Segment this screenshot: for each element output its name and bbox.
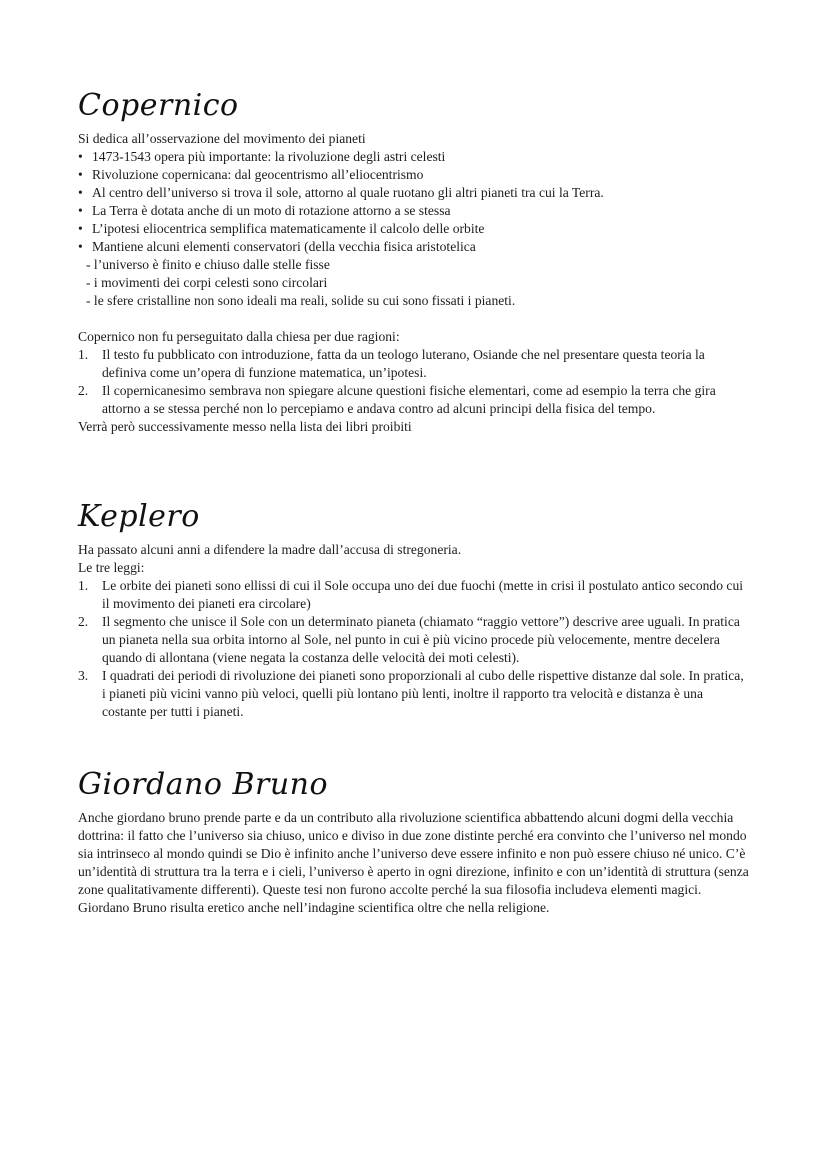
heading-copernico: Copernico [78,88,239,123]
list-number: 1. [78,578,89,593]
list-item [78,613,750,667]
list-text: Le orbite dei pianeti sono ellissi di cui il Sole occupa uno dei due fuochi (mette in crisi il postulato antico secondo cui il movimento dei pianeti era circolare) [102,578,744,611]
sub-list-item: - i movimenti dei corpi celesti sono circolari [86,275,328,290]
list-text: Il copernicanesimo sembrava non spiegare alcune questioni fisiche elementari, come ad esempio la terra che gira attorno a se stessa perché non lo percepiamo e andava contro ad alcuni principi della fisica del tempo. [102,383,716,416]
list-item [78,577,750,613]
list-number: 2. [78,614,89,629]
list-item [78,667,750,721]
section-keplero [78,499,750,721]
list-text: Il testo fu pubblicato con introduzione, fatta da un teologo luterano, Osiande che nel presentare questa teoria la definiva come un’opera di funzione matematica, un’ipotesi. [102,347,705,380]
heading-keplero: Keplero [78,499,200,534]
list-item: • La Terra è dotata anche di un moto di rotazione attorno a se stessa [78,202,750,220]
copernico-bullet-list [78,148,750,256]
list-text: Il segmento che unisce il Sole con un determinato pianeta (chiamato “raggio vettore”) descrive aree uguali. In pratica un pianeta nella sua orbita intorno al Sole, nel punto in cui è più vicino procede più velocemente, mentre decelera quando di allontana (viene negata la costanza delle velocità dei moti celesti). [102,614,740,665]
section-copernico [78,88,750,436]
copernico-intro: Si dedica all’osservazione del movimento dei pianeti [78,131,366,146]
list-item: • L’ipotesi eliocentrica semplifica matematicamente il calcolo delle orbite [78,220,750,238]
list-text: I quadrati dei periodi di rivoluzione dei pianeti sono proporzionali al cubo delle rispettive distanze dal sole. In pratica, i pianeti più vicini vanno più veloci, quelli più lontano più lenti, inoltre il rapporto tra velocità e distanza è una costante per tutti i pianeti. [102,668,744,719]
copernico-reasons-list [78,346,750,418]
sub-list-item: - l’universo è finito e chiuso dalle stelle fisse [86,257,330,272]
copernico-church-intro: Copernico non fu perseguitato dalla chiesa per due ragioni: [78,329,400,344]
list-number: 3. [78,668,89,683]
list-item: • Mantiene alcuni elementi conservatori (della vecchia fisica aristotelica [78,238,750,256]
list-item: • 1473-1543 opera più importante: la rivoluzione degli astri celesti [78,148,750,166]
keplero-laws-label: Le tre leggi: [78,560,145,575]
heading-giordano-bruno: Giordano Bruno [78,767,329,802]
list-item [78,346,750,382]
list-item: • Rivoluzione copernicana: dal geocentrismo all’eliocentrismo [78,166,750,184]
copernico-sub-list [78,256,750,310]
copernico-closing: Verrà però successivamente messo nella lista dei libri proibiti [78,419,412,434]
bruno-paragraph: Anche giordano bruno prende parte e da un contributo alla rivoluzione scientifica abbattendo alcuni dogmi della vecchia dottrina: il fatto che l’universo sia chiuso, unico e diviso in due zone distinte perché era convinto che l’universo nel mondo sia intrinseco al mondo quindi se Dio è infinito anche l’universo deve essere infinito e non può essere chiuso né unico. C’è un’identità di struttura tra la terra e i cieli, l’universo è aperto in ogni direzione, infinito e con un’identità di struttura (senza zone qualitativamente differenti). Queste tesi non furono accolte perché la sua filosofia includeva elementi magici. Giordano Bruno risulta eretico anche nell’indagine scientifica oltre che nella religione. [78,810,749,915]
list-number: 1. [78,347,89,362]
sub-list-item: - le sfere cristalline non sono ideali ma reali, solide su cui sono fissati i pianeti. [86,293,516,308]
keplero-laws-list [78,577,750,721]
section-giordano-bruno [78,767,750,917]
keplero-intro: Ha passato alcuni anni a difendere la madre dall’accusa di stregoneria. [78,542,462,557]
list-item [78,382,750,418]
list-item: • Al centro dell’universo si trova il sole, attorno al quale ruotano gli altri pianeti tra cui la Terra. [78,184,750,202]
list-number: 2. [78,383,89,398]
